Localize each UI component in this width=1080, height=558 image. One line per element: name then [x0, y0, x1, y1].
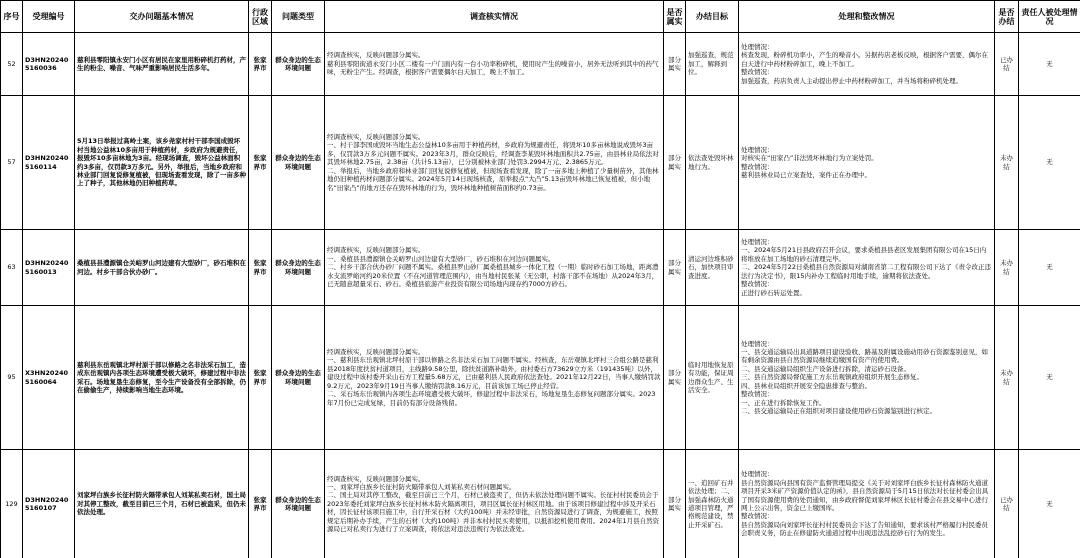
cell-done: 未办结 — [995, 306, 1019, 450]
cell-goal: 临时用地恢复原有功能，保证周边群众生产、生活安全。 — [686, 306, 739, 450]
cell-handling-line: 整改情况： — [741, 390, 774, 399]
cell-handling-line: 三、县自然资源局督促施工方东岳观镇政府组织开展生态修复。 — [741, 373, 923, 382]
cell-done: 未办结 — [995, 96, 1019, 230]
cell-investigation-line: 经调查核实，反映问题部分属实。 — [327, 133, 425, 142]
cell-handling-line: 处理情况： — [741, 339, 774, 348]
cell-handling-line: 四、县林业局组织开展安全隐患排查与整治。 — [741, 381, 871, 390]
cell-handling — [739, 96, 995, 230]
cell-handling-line: 核查发现，粉碎机功率小，产生的噪音小。另据药店老板反映，根据客户需要，偶尔在白天进行中药材粉碎加工，晚上不加工。 — [741, 51, 988, 68]
cell-goal: 依法查处毁坏林地行为。 — [686, 96, 739, 230]
table-row — [1, 450, 1080, 558]
cell-handling — [739, 230, 995, 306]
header-accountability: 责任人被处理情况 — [1019, 1, 1080, 33]
cell-handling-line: 整改情况： — [741, 512, 774, 521]
cell-investigation-line: 二、举报后，当地乡政府和林业部门回复说修复植被，但现场查看发现，除了一亩多地上种植了少量树苗外，其他林地仍旧种植药材问题部分属实。2024年5月14日现场核查，原举报点“大凸”5.13亩毁坏林地已恢复植被，但小地名“田家凸”的地方还存在毁坏林地的行为，毁坏林地种植树苗面积约0.73亩。 — [327, 166, 659, 192]
cell-handling-line: 正进行砂石转运处置。 — [741, 288, 806, 297]
cell-handling-line: 处理情况： — [741, 42, 774, 51]
cell-seq: 52 — [1, 33, 23, 96]
cell-investigation-line: 二、采石场东岳观镇内各项生态环境遭受极大破坏，修建过程中非法采石，场地复垦生态修复问题部分属实。2023年7月份已完成复绿，目前仍有部分设备残留。 — [327, 390, 656, 407]
header-goal: 办结目标 — [686, 1, 739, 33]
cell-investigation-line: 经调查核实，反映问题部分属实。 — [327, 474, 425, 483]
header-type: 问题类型 — [272, 1, 325, 33]
cell-case-id: D3HN202405160114 — [23, 96, 75, 230]
cell-investigation-line: 一、村干部李国成毁坏当地生态公益林10多亩用于种植药材，乡政府为规避责任，将毁坏10多亩林地说成毁坏3亩多，仅罚款3万多元问题不属实。2023年3月，群众反映后，经调查李某毁坏林地面积共2.75亩，由县林业局依法对其毁坏林地2.75亩，2.38亩（共计5.13亩），已分别被林业部门处罚3.2994万元、2.3865万元。 — [327, 141, 659, 167]
cell-handling-line: 县自然资源局向县国有资产监督管理局提交《关于对刘家坪白族乡长征村森林防火通道项目开采3米矿产资源价值认定的函》，县自然资源局于5月15日依法对长征村委会出具了国有资源使用费的处罚通知，由乡政府督促刘家坪林区长征村委会在县交易中心进行网上公示出售，资金已上缴国库。 — [741, 478, 989, 512]
cell-handling-line: 二、县交通运输局正在组织对项目建设使用砂石资源鉴别进行核定。 — [741, 406, 936, 415]
cell-problem: 慈利县东岳观镇北坪村原于部以修路之名非法采石加工，造成东岳观镇内各项生态环境遭受极大破坏，修建过程中非法采石。场地复垦生态修复，至今生产设备没有全部拆除，仍在偷偷生产，持续影响当地生态环境。 — [75, 306, 249, 450]
cell-accountability: 无 — [1019, 450, 1080, 558]
cell-investigation — [325, 96, 664, 230]
header-case-id: 受理编号 — [23, 1, 75, 33]
cell-investigation-line: 经调查核实，反映问题部分属实。 — [327, 246, 425, 255]
header-region: 行政区域 — [249, 1, 272, 33]
cell-handling-line: 二、2024年5月22日桑植县自然资源局对湖南省第二工程有限公司下达了《责令改正违法行为决定书》，限15内补办工程临时用地手续，逾期将依法查处。 — [741, 263, 991, 280]
cell-seq: 57 — [1, 96, 23, 230]
cell-investigation — [325, 306, 664, 450]
cell-accountability: 无 — [1019, 306, 1080, 450]
cell-seq: 95 — [1, 306, 23, 450]
header-investigation: 调查核实情况 — [325, 1, 664, 33]
cell-verified: 部分属实 — [664, 230, 686, 306]
cell-investigation-line: 经调查核实，反映问题部分属实。 — [327, 51, 425, 60]
cell-handling-line: 一、2024年5月21日县政府召开会议，要求桑植县县老区发展集团有限公司在15日内将堆放在加工场地的砂石清理完毕。 — [741, 246, 987, 263]
cell-type: 群众身边的生态环境问题 — [272, 306, 325, 450]
cell-handling-line: 慈利县林业局已立案查处，案件正在办理中。 — [741, 170, 871, 179]
header-done: 是否办结 — [995, 1, 1019, 33]
cell-investigation — [325, 450, 664, 558]
cell-handling — [739, 33, 995, 96]
cell-type: 群众身边的生态环境问题 — [272, 33, 325, 96]
cell-handling-line: 处理情况： — [741, 145, 774, 154]
cell-goal: 加强巡查，规范加工，解释到位。 — [686, 33, 739, 96]
cell-investigation-line: 慈利县零阳街道永安门小区二楼有一户门面内有一台小功率粉碎机，使用时产生的噪音小，居外无法听到其中的药气味，无粉尘产生。经调查，根据客户需要偶尔白天加工，晚上不加工。 — [327, 59, 659, 77]
cell-investigation-line: 二、村乡干部合伙办砂厂问题不属实。桑植县罗山砂厂属桑植县城乡一体化工程（一期）临时砂石加工场地，距离澧水支流罗峪河约20米位置（不在河道管理范围内），由当地村民张某（无公职，村落干部不在场地）从2024年3月，已无随意超量采石、砂石。桑植县旅游产业投资有限公司场地内现存约7000方砂石。 — [327, 263, 659, 289]
cell-verified: 部分属实 — [664, 33, 686, 96]
cell-handling-line: 整改情况： — [741, 68, 774, 77]
cell-done: 已办结 — [995, 33, 1019, 96]
cell-handling — [739, 450, 995, 558]
cell-handling-line: 县自然资源局向刘家坪长征村村民委员会下达了告知通知，要求该村严格履行村民委员会职责义务，防止在修建防火通道过程中出现违法乱挖砂石行为的发生。 — [741, 520, 988, 538]
cell-done: 已办结 — [995, 450, 1019, 558]
cell-verified: 部分属实 — [664, 96, 686, 230]
cell-investigation — [325, 230, 664, 306]
cell-problem: 刘家坪白族乡长征村防火隔带承包人刘某私卖石材，国土局对其停工整改，截至目前已三个月，石材已被盗采，但仍未依法处理。 — [75, 450, 249, 558]
cell-investigation-line: 一、慈利县东岳观镇北坪村原干部以修路之名非法采石加工问题不属实。经核查，东岳观镇北坪村三合组公路是慈利县2018年度扶贫村道项目，主线路9.58公里，除扶贫道路补助外，由村委石方73629立方米（191435吨）以外，建设过程中该村委开采山石方工程量5.68万元，已由慈利县人民政府依法查处。2021年12月22日，当事人缴纳罚款9.2万元，2023年9月19日当事人缴纳罚款8.16万元，目前该加工场已停止经营。 — [327, 356, 661, 390]
cell-goal: 清运河边堆积砂石，加快项目审查进度。 — [686, 230, 739, 306]
cell-goal: 一、追回矿石并依法处理；二、加强森林防火通道项目管理，严格规范建设，禁止开采矿石。 — [686, 450, 739, 558]
cell-handling-line: 二、县交通运输局组织生产设备进行拆除，清运砂石设备。 — [741, 364, 910, 373]
cell-case-id: D3HN202405160107 — [23, 450, 75, 558]
cell-investigation-line: 一、刘家坪白族乡长征村防火隔带承包人刘某私卖石材问题属实。 — [327, 482, 516, 491]
cell-type: 群众身边的生态环境问题 — [272, 96, 325, 230]
cell-accountability: 无 — [1019, 96, 1080, 230]
cell-accountability: 无 — [1019, 33, 1080, 96]
cell-handling-line: 一、正在进行拆除恢复工作。 — [741, 398, 826, 407]
cell-accountability: 无 — [1019, 230, 1080, 306]
cell-case-id: X3HN202405160064 — [23, 306, 75, 450]
cell-investigation-line: 经调查核实，反映问题部分属实。 — [327, 348, 425, 357]
cell-region: 张家界市 — [249, 33, 272, 96]
cell-handling-line: 对核实在“田家凸”非法毁坏林地行为立案处罚。 — [741, 154, 878, 163]
cell-handling-line: 处理情况： — [741, 470, 774, 479]
cell-verified: 部分属实 — [664, 306, 686, 450]
cell-region: 张家界市 — [249, 230, 272, 306]
table-row — [1, 96, 1080, 230]
cell-region: 张家界市 — [249, 306, 272, 450]
cell-problem: 5月13日举报过高岭土案，该乡尧家村村干部李国成毁坏村当地公益林10多亩用于种植药材，乡政府为规避责任，报毁坏10多亩林地为3亩。经现场调查，毁坏公益林面积约3多亩，仅罚款3万多元。另外，举报后，当地乡政府和林业部门回复说修复植被，但现场查看发现，除了一亩多种上了种子，其他林地仍旧种植药草。 — [75, 96, 249, 230]
cell-verified: 部分属实 — [664, 450, 686, 558]
cell-case-id: D3HN202405160013 — [23, 230, 75, 306]
table-row — [1, 306, 1080, 450]
cell-region: 张家界市 — [249, 450, 272, 558]
header-handling: 处理和整改情况 — [739, 1, 995, 33]
cell-type: 群众身边的生态环境问题 — [272, 450, 325, 558]
cell-case-id: D3HN202405160036 — [23, 33, 75, 96]
header-verified: 是否属实 — [664, 1, 686, 33]
header-seq: 序号 — [1, 1, 23, 33]
cell-handling-line: 一、县交通运输局出具道路项目建设验收、路基及附属设施动用砂石资源鉴别意见，如有剩余资源由县自然资源局继续追缴国有资产的使用费。 — [741, 348, 988, 365]
cell-investigation-line: 一、桑植县县澧源镇仓关峪罗山河边建有大型砂厂，砂石堆积在河边问题属实。 — [327, 254, 555, 263]
table-row — [1, 33, 1080, 96]
cell-investigation-line: 二、国土局对其停工整改，截至目前已三个月，石材已被盗卖了，但仍未依法处理问题不属实。长征村村民委员会于2023年委托刘家坪白族乡长征村林木防火隔离项目，项目区属长征村林区用地。由于该项目修建过程中涉及开采石材，因长征村该项目施工中，自行开采石材（大约100吨）并未经审批，自然资源局进行了调查，为规避施工，按照规定后期补办手续，产生的石材（大约100吨）并非本村村民买卖使用，以抵扣挖机使用费用。2024年1月县自然资源局已对私卖行为进行了立案调查，将依法对违法违规行为依法查处。 — [327, 491, 660, 534]
header-problem: 交办问题基本情况 — [75, 1, 249, 33]
cell-done: 未办结 — [995, 230, 1019, 306]
cell-problem: 慈利县零阳镇永安门小区有居民在家里用粉碎机打药材，产生的粉尘、噪音、气味严重影响居民生活多年。 — [75, 33, 249, 96]
cell-type: 群众身边的生态环境问题 — [272, 230, 325, 306]
cell-problem: 桑植县县澧源镇仓关峪罗山河边建有大型砂厂，砂石堆积在河边。村乡干部合伙办砂厂。 — [75, 230, 249, 306]
cell-handling-line: 处理情况： — [741, 238, 774, 247]
cell-handling — [739, 306, 995, 450]
table-row — [1, 230, 1080, 306]
cell-region: 张家界市 — [249, 96, 272, 230]
cell-seq: 129 — [1, 450, 23, 558]
cell-handling-line: 整改情况： — [741, 162, 774, 171]
table-body — [1, 33, 1080, 558]
cell-handling-line: 加强巡查，药店负责人主动提出停止中药材粉碎加工，并当场将粉碎机处理。 — [741, 76, 962, 85]
header-row — [1, 1, 1080, 33]
cell-seq: 63 — [1, 230, 23, 306]
cell-investigation — [325, 33, 664, 96]
cell-handling-line: 整改情况： — [741, 280, 774, 289]
